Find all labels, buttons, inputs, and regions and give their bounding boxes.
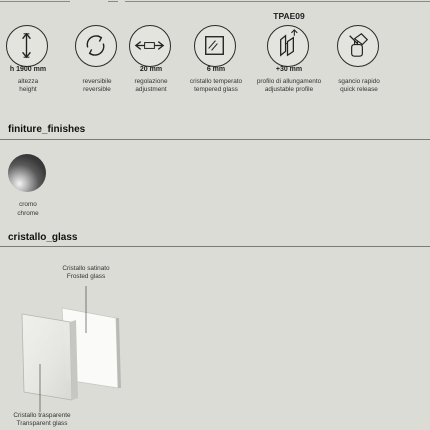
feature-value: 20 mm [139, 66, 163, 73]
rotate-arrows-icon [75, 25, 117, 67]
feature-label-en: height [19, 86, 37, 93]
horizontal-adjust-icon [129, 25, 171, 67]
finishes-title: finiture_finishes [8, 124, 86, 135]
top-rule [0, 0, 430, 4]
glass-illustration [0, 260, 160, 430]
transparent-glass-label [2, 412, 82, 428]
transparent-glass-label-en: Transparent glass [16, 420, 68, 427]
top-rule-segment [125, 1, 430, 2]
finish-label-it: cromo [19, 201, 37, 208]
feature-value: 6 mm [206, 66, 226, 73]
top-rule-segment [108, 1, 118, 2]
feature-label-en: adjustable profile [264, 86, 314, 93]
feature-value: +30 mm [275, 66, 303, 73]
transparent-glass-pane [22, 314, 72, 400]
top-rule-segment [0, 1, 70, 2]
frosted-glass-label-it: Cristallo satinato [62, 265, 110, 272]
frosted-glass-label-en: Frosted glass [66, 273, 106, 280]
feature-label-en: reversible [83, 86, 111, 93]
glass-pane-icon [194, 25, 236, 67]
section-divider [0, 246, 430, 247]
section-divider [0, 139, 430, 140]
features-row [0, 8, 430, 118]
feature-label-en: adjustment [135, 86, 167, 93]
extension-profile-icon [267, 25, 309, 67]
glass-title: cristallo_glass [8, 232, 78, 243]
feature-label-it: profilo di allungamento [256, 78, 322, 85]
feature-label-it: sgancio rapido [338, 78, 380, 85]
feature-label-it: regolazione [134, 78, 168, 85]
transparent-glass-label-it: Cristallo trasparente [13, 412, 71, 419]
finish-label-en: chrome [17, 210, 39, 217]
feature-label-it: cristallo temperato [189, 78, 243, 85]
feature-value: h 1900 mm [9, 66, 47, 73]
hand-release-icon [337, 25, 379, 67]
feature-label-it: altezza [17, 78, 39, 85]
feature-label-it: reversibile [82, 78, 112, 85]
chrome-finish-swatch [8, 154, 46, 192]
feature-label-en: quick release [340, 86, 378, 93]
vertical-arrow-icon [6, 25, 48, 67]
product-code: TPAE09 [273, 11, 305, 21]
feature-label-en: tempered glass [194, 86, 238, 93]
